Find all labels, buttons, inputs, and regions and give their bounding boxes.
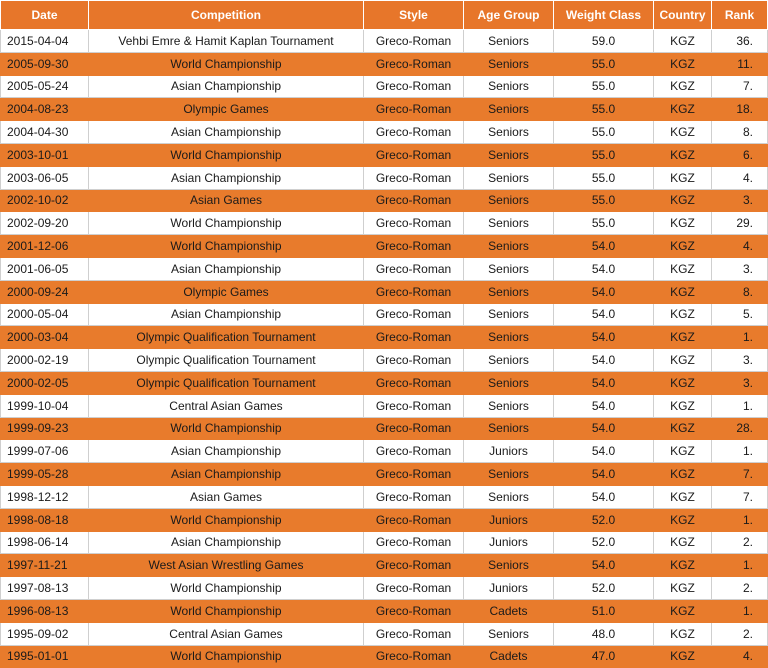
country-cell: KGZ [654,349,712,372]
rank-cell: 3. [712,371,768,394]
age-group-cell: Cadets [464,645,554,668]
table-row [1,235,768,258]
competition-cell: World Championship [89,143,364,166]
rank-cell: 4. [712,166,768,189]
table-row [1,257,768,280]
weight-class-cell: 55.0 [554,52,654,75]
country-cell: KGZ [654,440,712,463]
weight-class-cell: 55.0 [554,121,654,144]
age-group-cell: Seniors [464,485,554,508]
country-cell: KGZ [654,52,712,75]
age-group-cell: Seniors [464,75,554,98]
table-header [1,1,768,30]
table-row [1,75,768,98]
style-cell: Greco-Roman [364,622,464,645]
date-cell: 1998-12-12 [1,485,89,508]
age-group-cell: Seniors [464,463,554,486]
table-row [1,485,768,508]
age-group-cell: Juniors [464,440,554,463]
weight-class-cell: 54.0 [554,440,654,463]
table-row [1,531,768,554]
competition-cell: Asian Games [89,189,364,212]
style-cell: Greco-Roman [364,485,464,508]
date-cell: 2000-02-19 [1,349,89,372]
country-cell: KGZ [654,121,712,144]
date-cell: 2015-04-04 [1,30,89,53]
table-row [1,508,768,531]
style-cell: Greco-Roman [364,599,464,622]
date-cell: 1995-01-01 [1,645,89,668]
style-cell: Greco-Roman [364,212,464,235]
column-header-style[interactable]: Style [364,1,464,30]
style-cell: Greco-Roman [364,394,464,417]
age-group-cell: Seniors [464,554,554,577]
date-cell: 2000-03-04 [1,326,89,349]
age-group-cell: Juniors [464,531,554,554]
country-cell: KGZ [654,508,712,531]
competition-cell: Asian Championship [89,166,364,189]
rank-cell: 1. [712,599,768,622]
date-cell: 1997-11-21 [1,554,89,577]
style-cell: Greco-Roman [364,235,464,258]
competition-cell: Asian Championship [89,121,364,144]
table-row [1,166,768,189]
style-cell: Greco-Roman [364,75,464,98]
competition-cell: Asian Championship [89,303,364,326]
weight-class-cell: 55.0 [554,98,654,121]
style-cell: Greco-Roman [364,554,464,577]
weight-class-cell: 52.0 [554,577,654,600]
weight-class-cell: 54.0 [554,394,654,417]
style-cell: Greco-Roman [364,280,464,303]
header-row [1,1,768,30]
style-cell: Greco-Roman [364,417,464,440]
rank-cell: 3. [712,349,768,372]
competition-cell: World Championship [89,599,364,622]
column-header-rank[interactable]: Rank [712,1,768,30]
age-group-cell: Seniors [464,326,554,349]
rank-cell: 7. [712,463,768,486]
age-group-cell: Seniors [464,280,554,303]
table-row [1,303,768,326]
weight-class-cell: 52.0 [554,508,654,531]
rank-cell: 28. [712,417,768,440]
competition-cell: Asian Championship [89,440,364,463]
country-cell: KGZ [654,599,712,622]
country-cell: KGZ [654,531,712,554]
date-cell: 2005-05-24 [1,75,89,98]
country-cell: KGZ [654,417,712,440]
country-cell: KGZ [654,371,712,394]
weight-class-cell: 59.0 [554,30,654,53]
rank-cell: 3. [712,189,768,212]
rank-cell: 1. [712,554,768,577]
country-cell: KGZ [654,280,712,303]
weight-class-cell: 55.0 [554,143,654,166]
date-cell: 1999-07-06 [1,440,89,463]
style-cell: Greco-Roman [364,326,464,349]
weight-class-cell: 55.0 [554,212,654,235]
competition-cell: World Championship [89,645,364,668]
table-row [1,143,768,166]
rank-cell: 1. [712,440,768,463]
table-row [1,280,768,303]
table-row [1,622,768,645]
competition-cell: Olympic Games [89,98,364,121]
age-group-cell: Cadets [464,599,554,622]
style-cell: Greco-Roman [364,303,464,326]
rank-cell: 8. [712,121,768,144]
country-cell: KGZ [654,645,712,668]
competition-cell: Olympic Qualification Tournament [89,371,364,394]
country-cell: KGZ [654,554,712,577]
table-row [1,30,768,53]
country-cell: KGZ [654,166,712,189]
table-row [1,98,768,121]
column-header-date[interactable]: Date [1,1,89,30]
table-row [1,440,768,463]
weight-class-cell: 54.0 [554,371,654,394]
column-header-competition[interactable]: Competition [89,1,364,30]
competition-cell: Olympic Qualification Tournament [89,326,364,349]
competition-cell: Vehbi Emre & Hamit Kaplan Tournament [89,30,364,53]
age-group-cell: Seniors [464,212,554,235]
competition-cell: World Championship [89,508,364,531]
country-cell: KGZ [654,394,712,417]
rank-cell: 5. [712,303,768,326]
competition-cell: Central Asian Games [89,622,364,645]
rank-cell: 7. [712,485,768,508]
rank-cell: 4. [712,645,768,668]
age-group-cell: Seniors [464,121,554,144]
date-cell: 1997-08-13 [1,577,89,600]
country-cell: KGZ [654,463,712,486]
competition-cell: Asian Championship [89,257,364,280]
column-header-age-group[interactable]: Age Group [464,1,554,30]
weight-class-cell: 55.0 [554,166,654,189]
date-cell: 2004-04-30 [1,121,89,144]
date-cell: 2000-09-24 [1,280,89,303]
country-cell: KGZ [654,75,712,98]
table-body [1,30,768,668]
country-cell: KGZ [654,212,712,235]
table-row [1,349,768,372]
rank-cell: 6. [712,143,768,166]
table-row [1,212,768,235]
rank-cell: 1. [712,326,768,349]
rank-cell: 1. [712,394,768,417]
age-group-cell: Seniors [464,394,554,417]
weight-class-cell: 54.0 [554,235,654,258]
age-group-cell: Juniors [464,508,554,531]
date-cell: 2002-09-20 [1,212,89,235]
table-row [1,189,768,212]
style-cell: Greco-Roman [364,463,464,486]
column-header-country[interactable]: Country [654,1,712,30]
competition-cell: Central Asian Games [89,394,364,417]
age-group-cell: Seniors [464,166,554,189]
country-cell: KGZ [654,143,712,166]
weight-class-cell: 54.0 [554,417,654,440]
table-row [1,52,768,75]
country-cell: KGZ [654,622,712,645]
country-cell: KGZ [654,577,712,600]
date-cell: 1998-08-18 [1,508,89,531]
style-cell: Greco-Roman [364,98,464,121]
date-cell: 1998-06-14 [1,531,89,554]
date-cell: 2001-12-06 [1,235,89,258]
weight-class-cell: 51.0 [554,599,654,622]
table-row [1,371,768,394]
age-group-cell: Seniors [464,303,554,326]
date-cell: 2000-05-04 [1,303,89,326]
date-cell: 2003-06-05 [1,166,89,189]
competition-cell: World Championship [89,212,364,235]
competition-cell: World Championship [89,235,364,258]
country-cell: KGZ [654,485,712,508]
weight-class-cell: 54.0 [554,463,654,486]
age-group-cell: Seniors [464,417,554,440]
weight-class-cell: 54.0 [554,280,654,303]
style-cell: Greco-Roman [364,121,464,144]
date-cell: 1999-10-04 [1,394,89,417]
weight-class-cell: 52.0 [554,531,654,554]
date-cell: 1995-09-02 [1,622,89,645]
competition-cell: Olympic Games [89,280,364,303]
country-cell: KGZ [654,326,712,349]
rank-cell: 2. [712,622,768,645]
rank-cell: 4. [712,235,768,258]
table-row [1,417,768,440]
weight-class-cell: 55.0 [554,189,654,212]
style-cell: Greco-Roman [364,371,464,394]
age-group-cell: Seniors [464,52,554,75]
age-group-cell: Seniors [464,235,554,258]
date-cell: 1999-09-23 [1,417,89,440]
country-cell: KGZ [654,98,712,121]
weight-class-cell: 47.0 [554,645,654,668]
table-row [1,394,768,417]
date-cell: 2002-10-02 [1,189,89,212]
country-cell: KGZ [654,189,712,212]
date-cell: 2000-02-05 [1,371,89,394]
weight-class-cell: 48.0 [554,622,654,645]
table-row [1,577,768,600]
country-cell: KGZ [654,257,712,280]
style-cell: Greco-Roman [364,349,464,372]
competition-cell: Asian Championship [89,531,364,554]
table-row [1,121,768,144]
style-cell: Greco-Roman [364,531,464,554]
style-cell: Greco-Roman [364,440,464,463]
table-row [1,326,768,349]
table-row [1,554,768,577]
competition-cell: World Championship [89,577,364,600]
date-cell: 1996-08-13 [1,599,89,622]
age-group-cell: Seniors [464,257,554,280]
weight-class-cell: 54.0 [554,326,654,349]
style-cell: Greco-Roman [364,166,464,189]
weight-class-cell: 54.0 [554,485,654,508]
weight-class-cell: 54.0 [554,349,654,372]
rank-cell: 2. [712,531,768,554]
table-row [1,599,768,622]
style-cell: Greco-Roman [364,257,464,280]
competition-cell: World Championship [89,52,364,75]
competition-cell: Olympic Qualification Tournament [89,349,364,372]
age-group-cell: Juniors [464,577,554,600]
competition-cell: Asian Championship [89,463,364,486]
rank-cell: 18. [712,98,768,121]
style-cell: Greco-Roman [364,645,464,668]
weight-class-cell: 54.0 [554,554,654,577]
age-group-cell: Seniors [464,371,554,394]
date-cell: 2004-08-23 [1,98,89,121]
rank-cell: 11. [712,52,768,75]
competition-cell: West Asian Wrestling Games [89,554,364,577]
date-cell: 2005-09-30 [1,52,89,75]
style-cell: Greco-Roman [364,189,464,212]
rank-cell: 1. [712,508,768,531]
style-cell: Greco-Roman [364,52,464,75]
table-row [1,645,768,668]
country-cell: KGZ [654,303,712,326]
date-cell: 2001-06-05 [1,257,89,280]
competition-cell: Asian Championship [89,75,364,98]
competition-cell: Asian Games [89,485,364,508]
style-cell: Greco-Roman [364,143,464,166]
rank-cell: 2. [712,577,768,600]
weight-class-cell: 54.0 [554,303,654,326]
age-group-cell: Seniors [464,189,554,212]
weight-class-cell: 54.0 [554,257,654,280]
age-group-cell: Seniors [464,98,554,121]
column-header-weight-class[interactable]: Weight Class [554,1,654,30]
age-group-cell: Seniors [464,143,554,166]
rank-cell: 7. [712,75,768,98]
country-cell: KGZ [654,235,712,258]
style-cell: Greco-Roman [364,30,464,53]
age-group-cell: Seniors [464,622,554,645]
country-cell: KGZ [654,30,712,53]
style-cell: Greco-Roman [364,577,464,600]
weight-class-cell: 55.0 [554,75,654,98]
age-group-cell: Seniors [464,349,554,372]
rank-cell: 8. [712,280,768,303]
date-cell: 1999-05-28 [1,463,89,486]
style-cell: Greco-Roman [364,508,464,531]
competition-cell: World Championship [89,417,364,440]
rank-cell: 3. [712,257,768,280]
date-cell: 2003-10-01 [1,143,89,166]
rank-cell: 36. [712,30,768,53]
table-row [1,463,768,486]
age-group-cell: Seniors [464,30,554,53]
rank-cell: 29. [712,212,768,235]
